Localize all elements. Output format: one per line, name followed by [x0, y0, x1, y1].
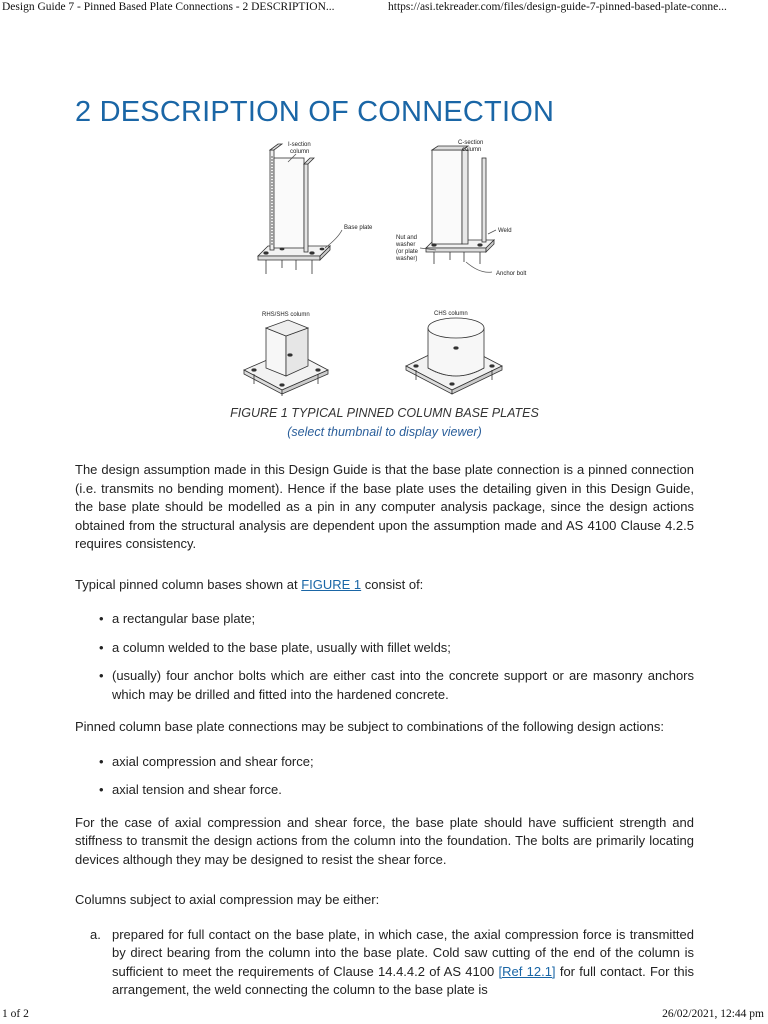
chs-column-drawing — [406, 318, 502, 394]
paragraph-text: Typical pinned column bases shown at — [75, 576, 302, 592]
chs-label: CHS column — [434, 311, 468, 317]
svg-text:I-section: I-section — [288, 142, 311, 148]
svg-text:washer: washer — [396, 242, 416, 248]
list-item: • a rectangular base plate; — [112, 610, 694, 629]
list-item-text: for full contact. For this arrangement, the weld connecting the column to the base plate is — [112, 963, 694, 997]
list-item-text: prepared for full contact on the base plate, in which case, the axial compression force is transmitted by direct bearing from the column into the base plate. Cold saw cutting of the end of the column is sufficient to meet the requirements of Clause 14.4.4.2 of AS 4100 — [112, 926, 694, 979]
section-heading: 2 DESCRIPTION OF CONNECTION — [75, 96, 555, 128]
svg-text:column: column — [462, 147, 482, 153]
svg-text:Nut and: Nut and — [396, 235, 418, 241]
column-preparation-list — [75, 926, 694, 1000]
list-marker: a. — [90, 926, 101, 942]
paragraph-typical-bases — [75, 576, 694, 595]
document-content — [75, 92, 694, 997]
print-footer — [0, 1008, 768, 1024]
figure-caption: FIGURE 1 TYPICAL PINNED COLUMN BASE PLATES — [230, 406, 539, 420]
list-item: • axial tension and shear force. — [112, 781, 694, 800]
list-item — [90, 926, 694, 1000]
list-item: • (usually) four anchor bolts which are either cast into the concrete support or are masonry anchors which may be drilled and fitted into the hardened concrete. — [112, 667, 694, 704]
design-actions-list — [75, 753, 694, 800]
c-section-column-drawing — [420, 146, 496, 272]
rhs-shs-label: RHS/SHS column — [262, 312, 310, 318]
nut-washer-label — [395, 235, 419, 262]
print-header — [0, 0, 768, 20]
base-plate-label: Base plate — [344, 225, 373, 231]
print-page-url: https://asi.tekreader.com/files/design-guide-7-pinned-based-plate-conne... — [388, 1, 727, 13]
paragraph-design-actions: Pinned column base plate connections may be subject to combinations of the following design actions: — [75, 719, 664, 734]
list-item: • a column welded to the base plate, usually with fillet welds; — [112, 639, 694, 658]
paragraph-text: consist of: — [361, 576, 424, 592]
figure-1[interactable] — [75, 138, 694, 396]
weld-label: Weld — [498, 228, 512, 234]
page-count: 1 of 2 — [2, 1008, 29, 1020]
base-components-list — [75, 610, 694, 704]
list-item: • axial compression and shear force; — [112, 753, 694, 772]
i-section-label — [288, 142, 311, 155]
svg-text:(or plate: (or plate — [396, 249, 419, 255]
figure-viewer-hint: (select thumbnail to display viewer) — [287, 425, 482, 439]
figure-1-thumbnail[interactable] — [230, 138, 550, 396]
paragraph-columns-subject: Columns subject to axial compression may be either: — [75, 892, 380, 907]
svg-text:washer): washer) — [396, 256, 418, 262]
svg-text:C-section: C-section — [458, 140, 484, 146]
rhs-shs-column-drawing — [244, 320, 328, 396]
print-page-title: Design Guide 7 - Pinned Based Plate Connections - 2 DESCRIPTION... — [2, 1, 335, 13]
c-section-label — [458, 140, 483, 153]
i-section-column-drawing — [258, 144, 342, 274]
paragraph-axial-compression: For the case of axial compression and shear force, the base plate should have sufficient strength and stiffness to transmit the design actions from the column into the foundation. The bolts are primarily locating devices although they may be designed to resist the shear force. — [75, 814, 694, 867]
ref-12-1-link[interactable]: [Ref 12.1] — [498, 963, 556, 979]
print-datetime: 26/02/2021, 12:44 pm — [662, 1008, 764, 1020]
figure-1-link[interactable]: FIGURE 1 — [301, 576, 362, 592]
anchor-bolt-label: Anchor bolt — [496, 271, 527, 277]
svg-text:column: column — [290, 149, 310, 155]
paragraph-design-assumption: The design assumption made in this Design Guide is that the base plate connection is a pinned connection (i.e. transmits no bending moment). Hence if the base plate uses the detailing given in this Design Guide, the base plate should be modelled as a pin in any computer analysis package, since the design actions obtained from the structural analysis are dependent upon the assumption made and AS 4100 Clause 4.2.5 requires consistency. — [75, 462, 694, 551]
